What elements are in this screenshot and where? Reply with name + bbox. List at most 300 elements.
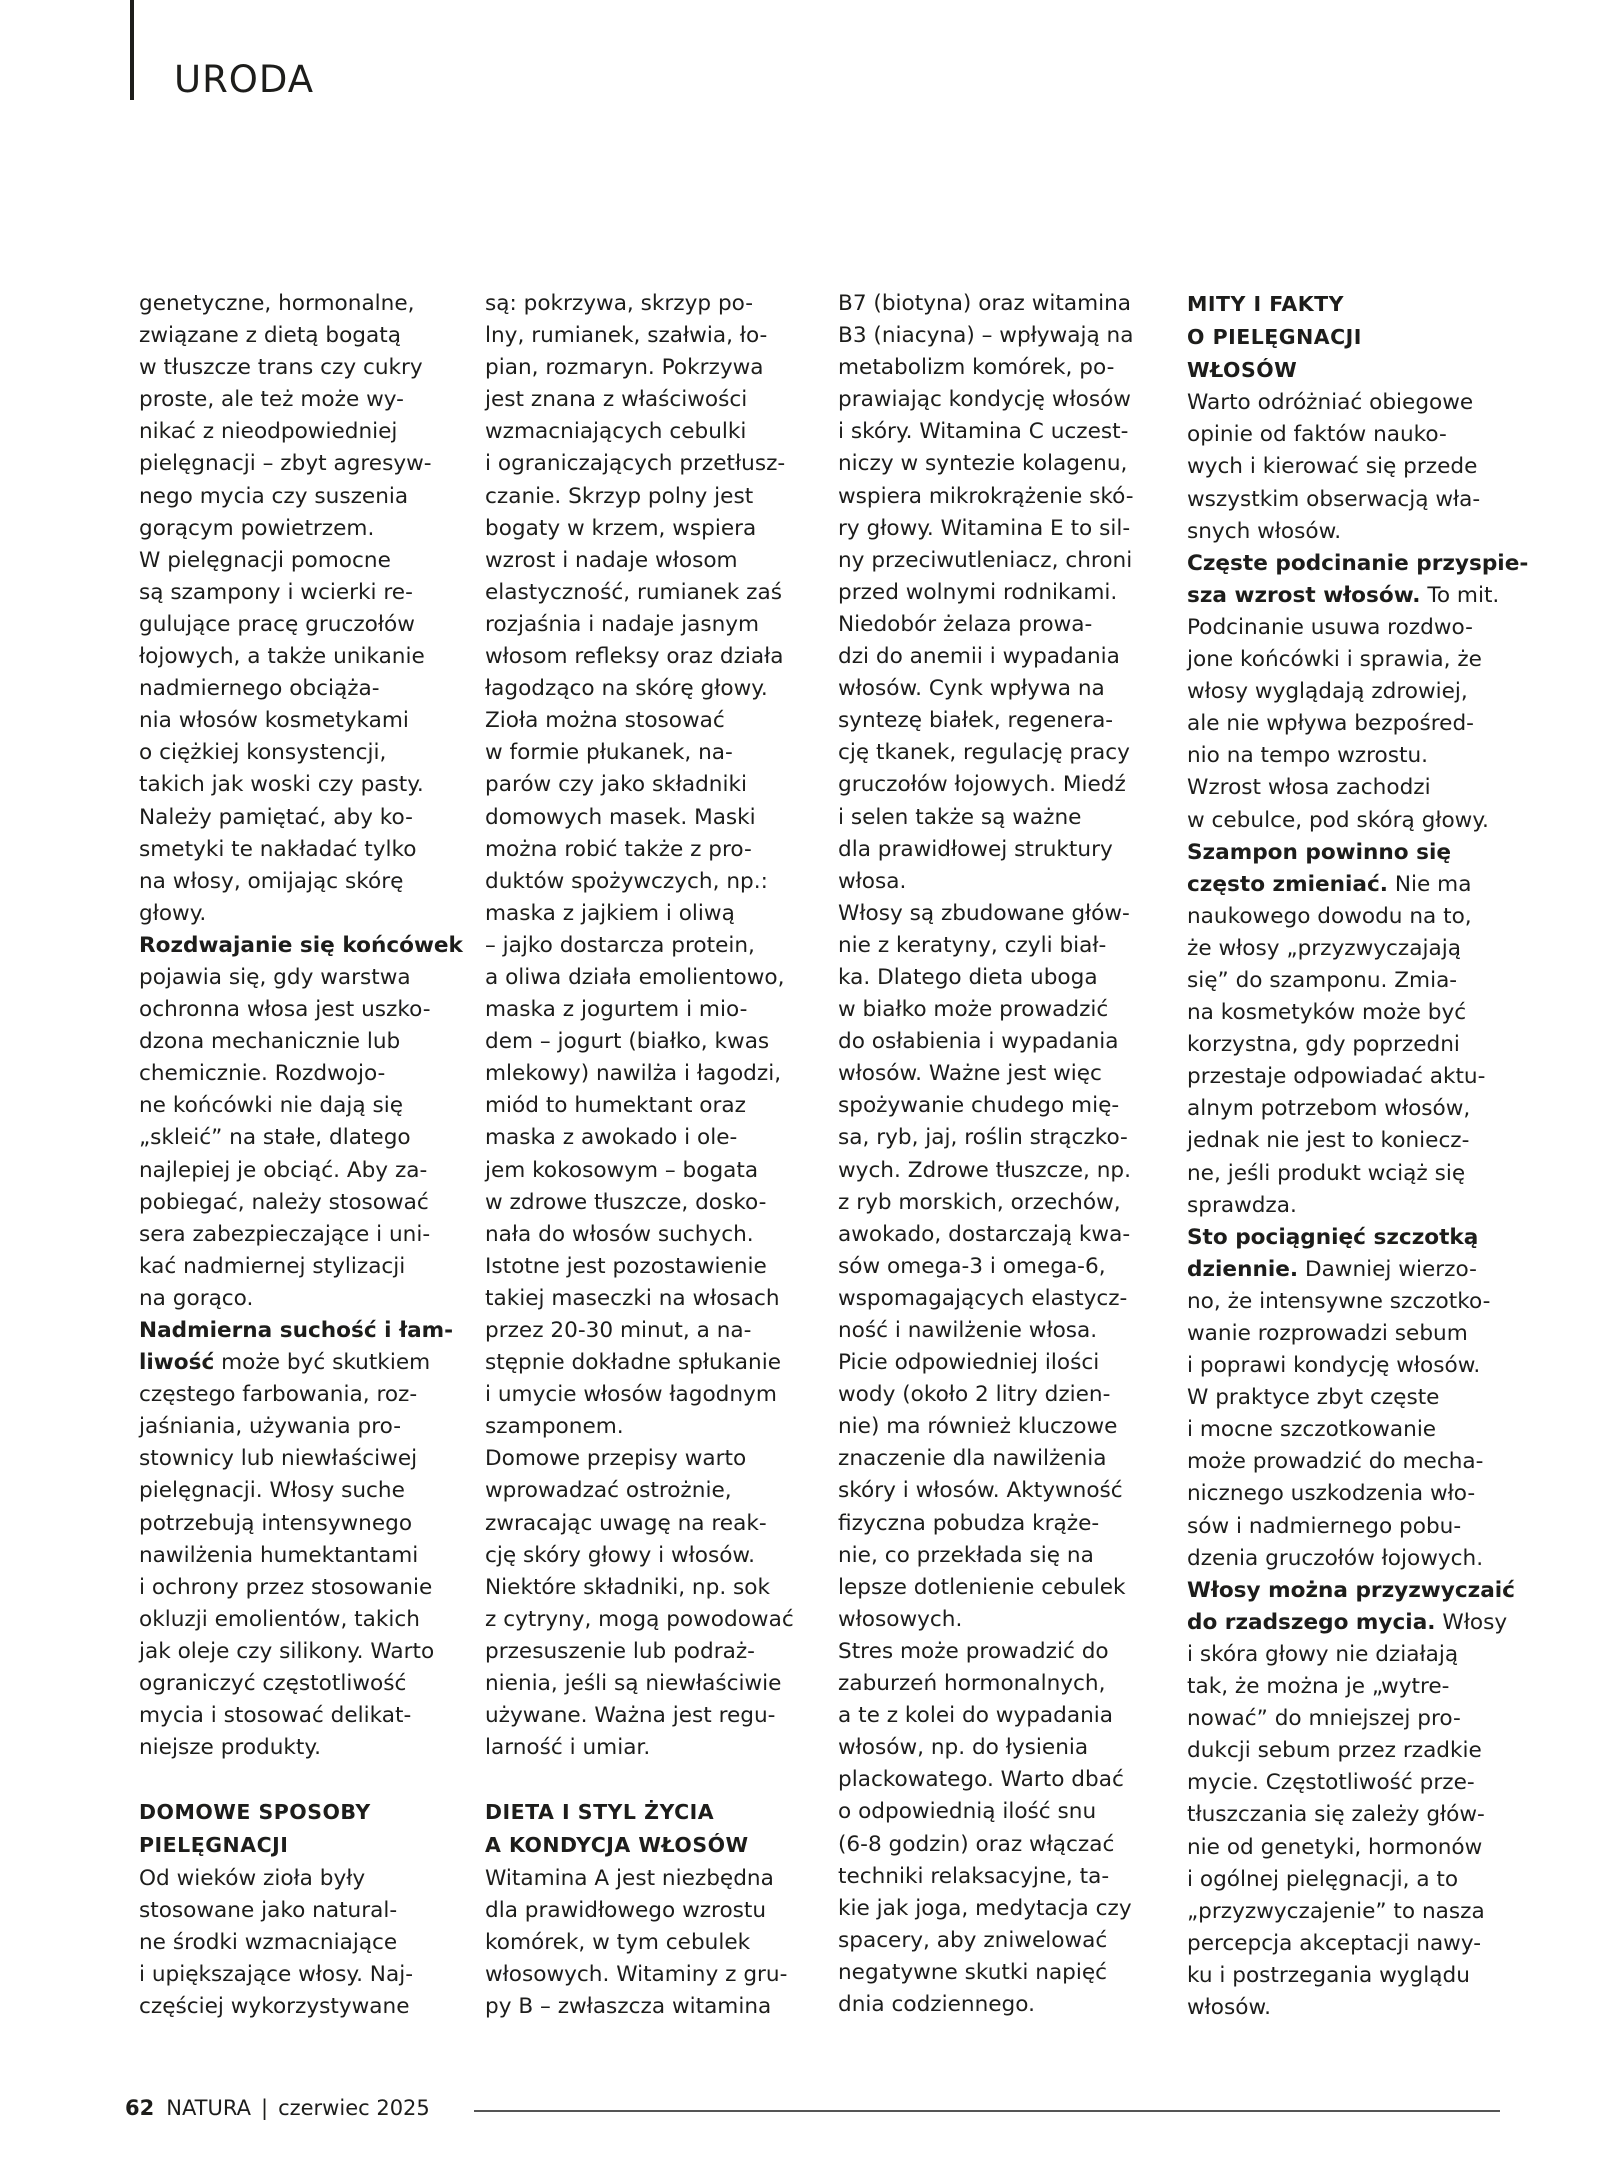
text-line [1187,1158,1517,1190]
body-text: najlepiej je obciąć. Aby za- [139,1157,428,1183]
text-line [1187,1478,1517,1510]
body-text: Włosy są zbudowane głów- [838,900,1130,926]
text-line [139,1927,459,1959]
text-line [139,1283,459,1315]
body-text: okluzji emolientów, takich [139,1606,420,1632]
body-text: (6-8 godzin) oraz włączać [838,1831,1115,1857]
body-text: takich jak woski czy pasty. [139,772,424,798]
body-text: Zioła można stosować [485,708,725,734]
text-line [838,930,1168,962]
body-text: wspiera mikrokrążenie skó- [838,483,1134,509]
body-text: maska z jajkiem i oliwą [485,900,735,926]
body-text: wych. Zdrowe tłuszcze, np. [838,1157,1132,1183]
body-text: proste, ale też może wy- [139,387,404,413]
body-text: ka. Dlatego dieta uboga [838,964,1098,990]
body-text: o ciężkiej konsystencji, [139,740,387,766]
body-text: naukowego dowodu na to, [1187,903,1472,929]
text-line [485,1219,815,1251]
text-line [1187,548,1529,580]
text-line [139,641,459,673]
body-text: plackowatego. Warto dbać [838,1767,1124,1793]
body-text: w cebulce, pod skórą głowy. [1187,807,1489,833]
text-line [1187,965,1517,997]
body-text: w zdrowe tłuszcze, dosko- [485,1189,767,1215]
text-line [485,994,815,1026]
text-line [1187,1543,1517,1575]
body-text: Od wieków zioła były [139,1865,366,1891]
body-text: zaburzeń hormonalnych, [838,1671,1106,1697]
body-text: pielęgnacji. Włosy suche [139,1478,405,1504]
text-line [838,1636,1168,1668]
header-vertical-rule [130,0,134,100]
text-line [1187,1671,1517,1703]
text-line [838,1475,1168,1507]
body-text: wody (około 2 litry dzien- [838,1382,1111,1408]
paragraph-gap [485,1764,815,1796]
section-heading-line [485,1829,815,1862]
text-line [485,481,815,513]
body-text: głowy. [139,900,207,926]
body-text: potrzebują intensywnego [139,1510,413,1536]
body-text: nała do włosów suchych. [485,1221,754,1247]
body-text: a oliwa działa emolientowo, [485,964,785,990]
text-line [1187,1703,1517,1735]
body-text: negatywne skutki napięć [838,1959,1108,1985]
body-text: i ogólnej pielęgnacji, a to [1187,1866,1459,1892]
body-text: takiej maseczki na włosach [485,1285,780,1311]
body-text: wzrost i nadaje włosom [485,547,738,573]
text-line [838,609,1168,641]
issue-date: czerwiec 2025 [278,2096,430,2120]
text-line [485,1991,815,2023]
body-text: na gorąco. [139,1285,254,1311]
body-text: jak oleje czy silikony. Warto [139,1638,435,1664]
text-line [485,448,815,480]
body-text: dem – jogurt (białko, kwas [485,1029,770,1055]
text-line [485,320,815,352]
body-text: zwracając uwagę na reak- [485,1510,767,1536]
text-line [838,416,1168,448]
body-text: mycia i stosować delikat- [139,1703,412,1729]
text-line [139,1379,459,1411]
text-line [838,866,1168,898]
section-title: URODA [174,58,315,101]
text-line [139,545,459,577]
text-line [1187,1799,1517,1831]
body-text: ne środki wzmacniające [139,1929,398,1955]
section-heading-line [139,1829,459,1862]
body-text: ne, jeśli produkt wciąż się [1187,1160,1466,1186]
body-text: Nie ma [1388,871,1472,897]
text-line [838,1026,1168,1058]
text-line [838,1155,1168,1187]
text-line [838,994,1168,1026]
body-text: z ryb morskich, orzechów, [838,1189,1121,1215]
bold-lead-text: Częste podcinanie przyspie- [1187,550,1529,576]
body-text: ność i nawilżenie włosa. [838,1318,1098,1343]
text-line [485,705,815,737]
body-text: włosy wyglądają zdrowiej, [1187,679,1468,705]
body-text: nio na tempo wzrostu. [1187,743,1428,769]
text-line [1187,1511,1517,1543]
text-line [485,1187,815,1219]
text-line [139,1732,459,1764]
text-line [139,609,459,641]
body-text: sera zabezpieczające i uni- [139,1221,431,1247]
body-text: z cytryny, mogą powodować [485,1606,794,1632]
text-line [838,288,1168,320]
body-text: że włosy „przyzwyczajają [1187,935,1461,961]
text-line [1187,805,1517,837]
body-text: kie jak joga, medytacja czy [838,1895,1132,1921]
text-line [1187,740,1517,772]
text-line [139,1122,459,1154]
text-line [1187,1318,1517,1350]
text-line [139,1187,459,1219]
body-text: techniki relaksacyjne, ta- [838,1863,1110,1889]
body-text: są: pokrzywa, skrzyp po- [485,291,754,316]
body-text: częściej wykorzystywane [139,1993,410,2019]
text-line [1187,676,1517,708]
body-text: wzmacniających cebulki [485,419,747,445]
text-line [139,1540,459,1572]
body-text: pian, rozmaryn. Pokrzywa [485,355,764,381]
bold-lead-text: Sto pociągnięć szczotką [1187,1224,1479,1250]
body-text: łojowych, a także unikanie [139,644,425,670]
body-text: metabolizm komórek, po- [838,355,1115,381]
body-text: Domowe przepisy warto [485,1446,747,1472]
text-line [1187,1735,1517,1767]
text-line [485,962,815,994]
text-line [1187,1575,1517,1607]
text-line [838,1700,1168,1732]
text-line [139,962,459,994]
body-text: percepcja akceptacji nawy- [1187,1930,1482,1956]
text-line [139,513,459,545]
text-line [485,545,815,577]
body-text: w białko może prowadzić [838,997,1109,1023]
text-line [139,1668,459,1700]
text-line [838,320,1168,352]
body-text: włosów. Cynk wpływa na [838,676,1105,702]
bold-lead-text: Szampon powinno się [1187,839,1452,865]
body-text: dzona mechanicznie lub [139,1029,401,1055]
body-text: jest znana z właściwości [485,387,748,413]
body-text: sprawdza. [1187,1192,1297,1218]
text-line [139,1347,459,1379]
text-line [485,1700,815,1732]
body-text: do osłabienia i wypadania [838,1029,1119,1055]
text-column-4 [1187,288,1529,2024]
text-line [485,802,815,834]
body-text: lepsze dotlenienie cebulek [838,1574,1126,1600]
body-text: rozjaśnia i nadaje jasnym [485,611,760,637]
paragraph-gap [139,1764,459,1796]
text-line [139,1251,459,1283]
section-heading-line [1187,288,1517,321]
text-line [139,384,459,416]
text-line [1187,1767,1517,1799]
text-line [838,802,1168,834]
section-heading-line [485,1796,815,1829]
text-line [1187,1061,1517,1093]
body-text: ne końcówki nie dają się [139,1093,403,1119]
text-column-3 [838,288,1168,2021]
body-text: nować” do mniejszej pro- [1187,1706,1461,1732]
body-text: ny przeciwutleniacz, chroni [838,547,1133,573]
text-line [485,1540,815,1572]
text-line [838,1443,1168,1475]
body-text: skóry i włosów. Aktywność [838,1478,1123,1504]
text-line [1187,1992,1517,2024]
text-line [1187,612,1517,644]
body-text: stępnie dokładne spłukanie [485,1350,781,1376]
text-line [485,352,815,384]
text-line [838,1122,1168,1154]
text-line [139,1090,459,1122]
text-line [1187,1222,1517,1254]
body-text: może być skutkiem [214,1350,431,1376]
text-line [838,1989,1168,2021]
body-text: Podcinanie usuwa rozdwo- [1187,614,1473,640]
bold-lead-text: sza wzrost włosów. [1187,582,1421,608]
body-text: włosów. Ważne jest więc [838,1061,1102,1087]
body-text: na włosy, omijając skórę [139,868,404,894]
body-text: włosowych. Witaminy z gru- [485,1961,788,1987]
text-line [139,930,463,962]
body-text: smetyki te nakładać tylko [139,836,417,862]
text-line [838,641,1168,673]
body-text: kać nadmiernej stylizacji [139,1253,406,1279]
body-text: ale nie wpływa bezpośred- [1187,711,1474,737]
text-line [485,577,815,609]
text-line [485,1283,815,1315]
body-text: nicznego uszkodzenia wło- [1187,1481,1476,1507]
text-line [485,769,815,801]
body-text: genetyczne, hormonalne, [139,291,415,316]
text-line [139,834,459,866]
body-text: włosowych. [838,1606,963,1632]
text-line [485,1508,815,1540]
body-text: spacery, aby zniwelować [838,1927,1108,1953]
body-text: może prowadzić do mecha- [1187,1449,1484,1475]
text-line [838,1379,1168,1411]
text-line [1187,1190,1517,1222]
bold-lead-text: liwość [139,1350,215,1376]
text-line [838,1508,1168,1540]
body-text: w formie płukanek, na- [485,740,733,766]
body-text: wprowadzać ostrożnie, [485,1478,732,1504]
text-line [1187,1864,1517,1896]
body-text: Stres może prowadzić do [838,1638,1109,1664]
bold-lead-text: Nadmierna suchość i łam- [139,1318,454,1343]
body-text: mlekowy) nawilża i łagodzi, [485,1061,782,1087]
body-text: mycie. Częstotliwość prze- [1187,1770,1475,1796]
body-text: łagodząco na skórę głowy. [485,676,768,702]
body-text: stownicy lub niewłaściwej [139,1446,418,1472]
body-text: syntezę białek, regenera- [838,708,1114,734]
text-line [1187,869,1517,901]
text-line [485,1863,815,1895]
text-column-2 [485,288,815,2023]
text-line [139,352,459,384]
text-line [1187,1382,1517,1414]
body-text: włosom refleksy oraz działa [485,644,784,670]
body-text: są szampony i wcierki re- [139,579,413,605]
body-text: wszystkim obserwacją wła- [1187,486,1481,512]
body-text: alnym potrzebom włosów, [1187,1096,1471,1122]
text-line [838,1925,1168,1957]
body-text: dnia codziennego. [838,1991,1035,2017]
text-line [485,416,815,448]
text-line [485,1026,815,1058]
body-text: nie) ma również kluczowe [838,1414,1118,1440]
text-line [1187,451,1517,483]
body-text: B7 (biotyna) oraz witamina [838,291,1132,316]
body-text: przed wolnymi rodnikami. [838,579,1118,605]
body-text: stosowane jako natural- [139,1897,398,1923]
text-line [1187,580,1517,612]
body-text: bogaty w krzem, wspiera [485,515,757,541]
text-line [838,1251,1168,1283]
text-line [139,994,459,1026]
body-text: no, że intensywne szczotko- [1187,1288,1491,1314]
body-text: dla prawidłowej struktury [838,836,1113,862]
text-line [838,1411,1168,1443]
body-text: elastyczność, rumianek zaś [485,579,782,605]
body-text: związane z dietą bogatą [139,323,401,349]
text-line [485,898,815,930]
text-line [139,1700,459,1732]
text-line [139,1026,459,1058]
body-text: pobiegać, należy stosować [139,1189,429,1215]
body-text: na kosmetyków może być [1187,1000,1467,1026]
section-heading-line [1187,321,1517,354]
text-line [139,1219,459,1251]
bold-lead-text: Rozdwajanie się końcówek [139,932,463,958]
text-line [485,1604,815,1636]
text-line [139,448,459,480]
text-line [838,1796,1168,1828]
text-line [1187,997,1517,1029]
body-text: przez 20-30 minut, a na- [485,1318,752,1343]
text-line [139,1991,459,2023]
body-text: ochronna włosa jest uszko- [139,997,431,1023]
text-line [838,513,1168,545]
body-text: korzystna, gdy poprzedni [1187,1032,1460,1058]
body-text: spożywanie chudego mię- [838,1093,1120,1119]
text-line [1187,1350,1517,1382]
text-line [1187,1093,1517,1125]
body-text: i mocne szczotkowanie [1187,1417,1437,1443]
text-line [485,1122,815,1154]
text-line [838,1893,1168,1925]
text-line [139,898,459,930]
text-line [838,1572,1168,1604]
body-text: i poprawi kondycję włosów. [1187,1353,1481,1379]
text-line [1187,1254,1517,1286]
body-text: Niektóre składniki, np. sok [485,1574,771,1600]
body-text: nikać z nieodpowiedniej [139,419,398,445]
text-line [1187,1446,1517,1478]
body-text: ku i postrzegania wyglądu [1187,1962,1470,1988]
text-line [485,1379,815,1411]
body-text: komórek, w tym cebulek [485,1929,751,1955]
text-line [1187,484,1517,516]
bold-lead-text: dziennie. [1187,1256,1299,1282]
body-text: tłuszczania się zależy głów- [1187,1802,1485,1828]
text-line [485,384,815,416]
body-text: i upiększające włosy. Naj- [139,1961,413,1987]
body-text: nadmiernego obciąża- [139,676,380,702]
text-line [838,384,1168,416]
text-line [485,866,815,898]
text-line [838,1668,1168,1700]
body-text: sów omega-3 i omega-6, [838,1253,1106,1279]
body-text: Niedobór żelaza prowa- [838,611,1093,637]
text-line [1187,1607,1517,1639]
body-text: maska z awokado i ole- [485,1125,738,1151]
text-line [485,1315,815,1347]
body-text: ry głowy. Witamina E to sil- [838,515,1131,541]
body-text: nego mycia czy suszenia [139,483,409,509]
body-text: tak, że można je „wytre- [1187,1674,1450,1700]
body-text: jem kokosowym – bogata [485,1157,759,1183]
text-line [139,1895,459,1927]
text-line [1187,1960,1517,1992]
body-text: chemicznie. Rozdwojo- [139,1061,386,1087]
text-line [1187,1896,1517,1928]
body-text: nie z keratyny, czyli biał- [838,932,1107,958]
body-text: jone końcówki i sprawia, że [1187,647,1482,673]
footer-separator: | [260,2096,269,2120]
text-line [139,1508,459,1540]
body-text: miód to humektant oraz [485,1093,746,1119]
text-line [139,288,459,320]
text-line [1187,1832,1517,1864]
body-text: wspomagających elastycz- [838,1285,1128,1311]
body-text: lny, rumianek, szałwia, ło- [485,323,768,349]
text-line [838,834,1168,866]
text-line [838,1347,1168,1379]
body-text: fizyczna pobudza krąże- [838,1510,1100,1536]
text-line [139,1863,459,1895]
body-text: w tłuszcze trans czy cukry [139,355,423,381]
body-text: parów czy jako składniki [485,772,747,798]
text-line [838,1315,1168,1347]
text-line [485,930,815,962]
text-line [838,545,1168,577]
body-text: niczy w syntezie kolagenu, [838,451,1128,477]
body-text: prawiając kondycję włosów [838,387,1131,413]
body-text: gruczołów łojowych. Miedź [838,772,1126,798]
body-text: znaczenie dla nawilżenia [838,1446,1107,1472]
text-line [1187,516,1517,548]
heading-text: PIELĘGNACJI [139,1833,289,1858]
body-text: nawilżenia humektantami [139,1542,419,1568]
text-line [485,673,815,705]
body-text: gorącym powietrzem. [139,515,375,541]
text-line [838,577,1168,609]
text-line [139,1636,459,1668]
text-line [838,1861,1168,1893]
text-line [485,513,815,545]
body-text: „skleić” na stałe, dlatego [139,1125,411,1151]
body-text: Włosy [1435,1609,1508,1635]
text-line [1187,644,1517,676]
body-text: przestaje odpowiadać aktu- [1187,1064,1486,1090]
text-line [838,1540,1168,1572]
